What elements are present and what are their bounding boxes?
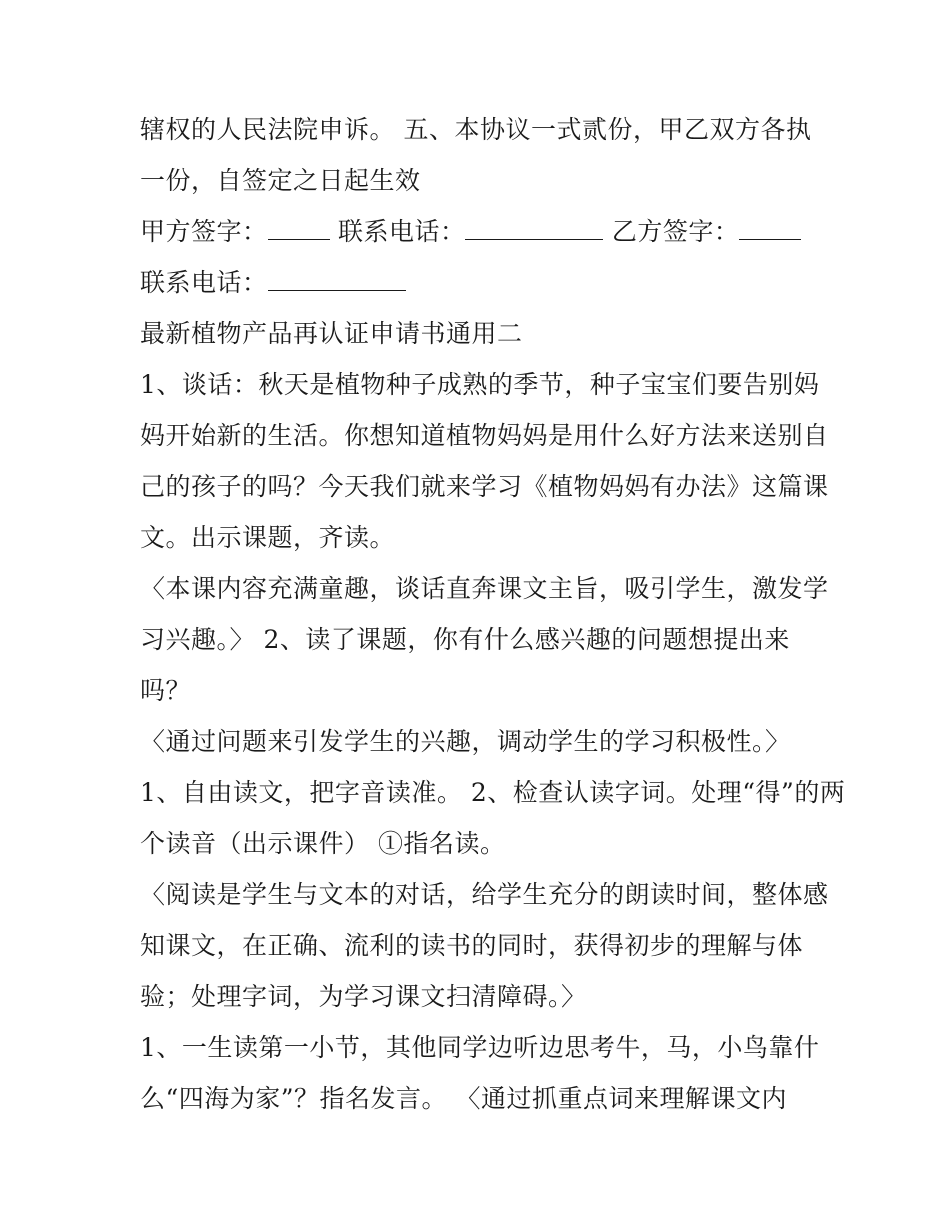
phone-label-1: 联系电话： [329, 217, 466, 246]
text-line-19: 1、一生读第一小节，其他同学边听边思考牛，马，小鸟靠什 [140, 1033, 820, 1062]
party-a-sign-blank [268, 217, 330, 240]
phone-label-2: 联系电话： [140, 268, 268, 297]
text-line-1: 辖权的人民法院申诉。 五、本协议一式贰份，甲乙双方各执 [140, 115, 812, 144]
text-line-8: 己的孩子的吗？今天我们就来学习《植物妈妈有办法》这篇课 [140, 472, 829, 501]
text-line-11: 习兴趣。〉 2、读了课题，你有什么感兴趣的问题想提出来 [140, 625, 790, 654]
text-line-10: 〈本课内容充满童趣，谈话直奔课文主旨，吸引学生，激发学 [140, 574, 829, 603]
text-line-12: 吗？ [140, 676, 192, 705]
text-line-17: 知课文，在正确、流利的读书的同时，获得初步的理解与体 [140, 931, 804, 960]
text-line-9: 文。出示课题，齐读。 [140, 523, 396, 552]
signature-line [140, 216, 801, 248]
text-line-14: 1、自由读文，把字音读准。 2、检查认读字词。处理“得”的两 [140, 778, 846, 807]
text-line-20: 么“四海为家”？指名发言。 〈通过抓重点词来理解课文内 [140, 1084, 788, 1113]
text-line-13: 〈通过问题来引发学生的兴趣，调动学生的学习积极性。〉 [140, 727, 791, 756]
phone-blank-1 [465, 217, 603, 240]
section-title: 最新植物产品再认证申请书通用二 [140, 319, 523, 348]
text-line-18: 验；处理字词，为学习课文扫清障碍。〉 [140, 982, 587, 1011]
party-b-sign-label: 乙方签字： [603, 217, 740, 246]
text-line-15: 个读音（出示课件） ①指名读。 [140, 829, 506, 858]
phone-blank-2 [268, 268, 406, 291]
text-line-16: 〈阅读是学生与文本的对话，给学生充分的朗读时间，整体感 [140, 880, 829, 909]
text-line-7: 妈开始新的生活。你想知道植物妈妈是用什么好方法来送别自 [140, 421, 829, 450]
party-a-sign-label: 甲方签字： [140, 217, 268, 246]
party-b-sign-blank [739, 217, 801, 240]
text-line-2: 一份，自签定之日起生效 [140, 166, 421, 195]
text-line-6: 1、谈话：秋天是植物种子成熟的季节，种子宝宝们要告别妈 [140, 370, 820, 399]
phone-line-2 [140, 267, 406, 299]
